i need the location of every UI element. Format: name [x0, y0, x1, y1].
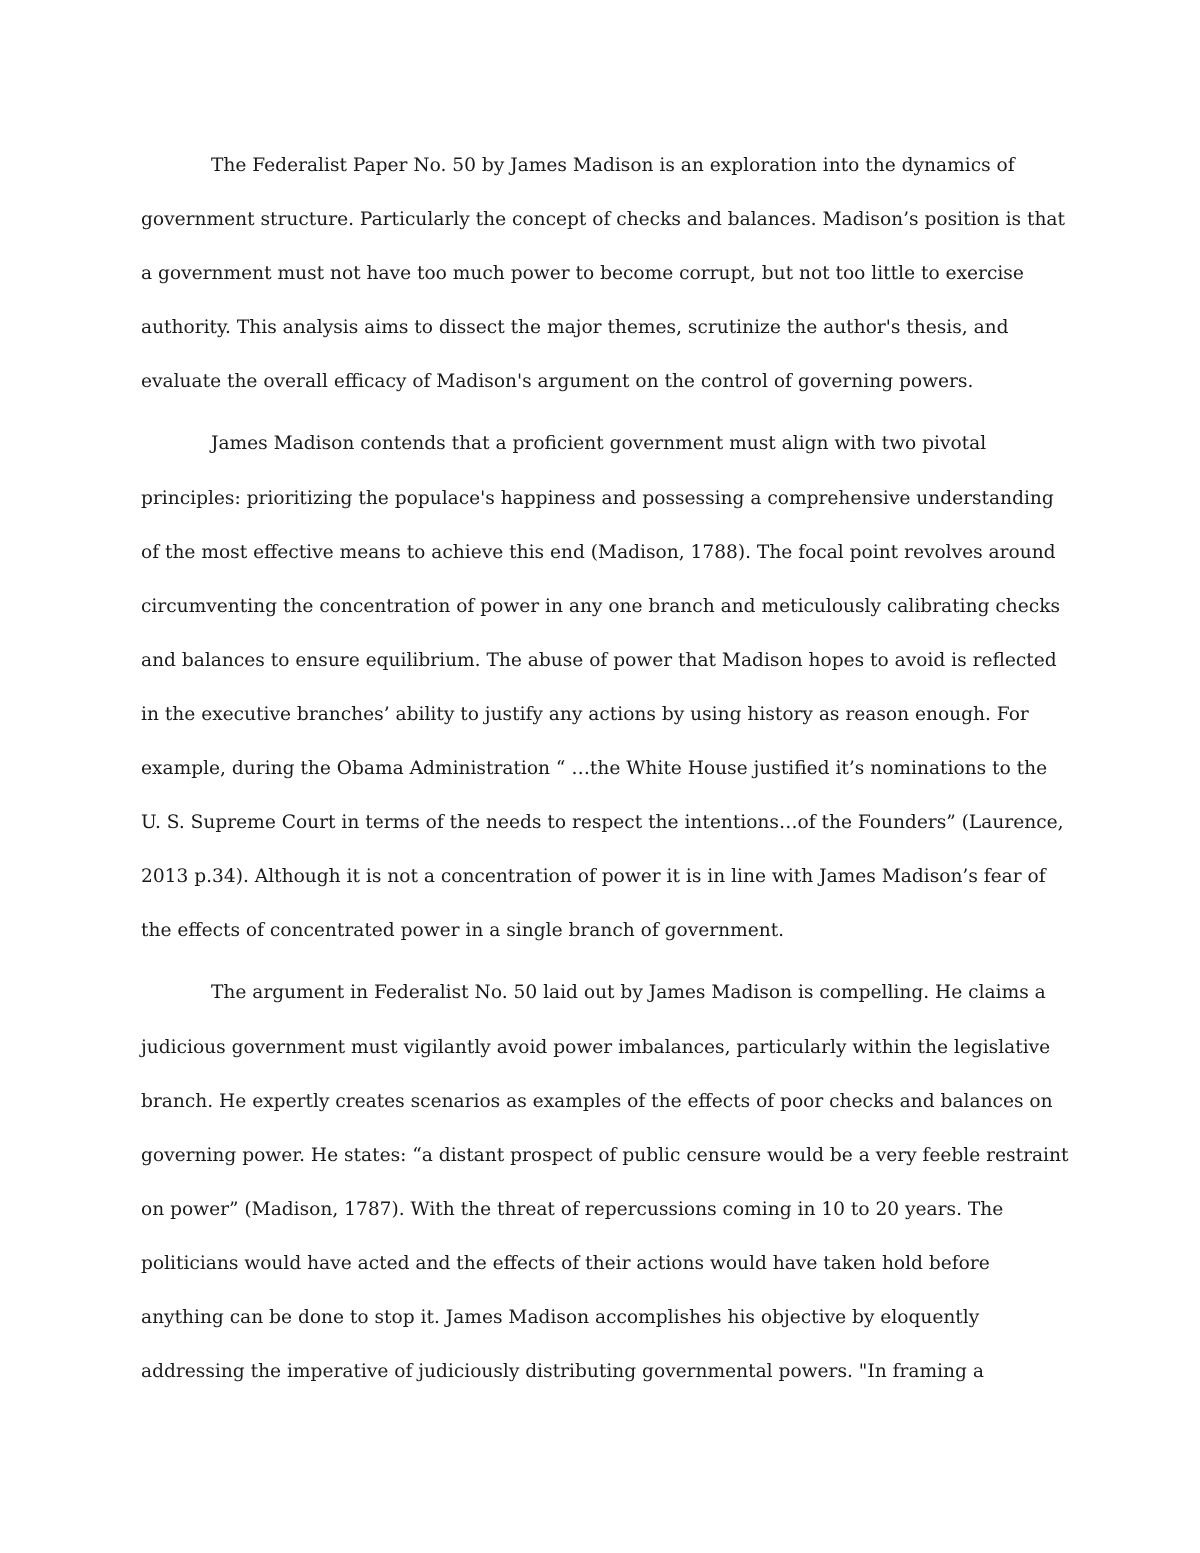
- text-line: U. S. Supreme Court in terms of the needs to respect the intentions…of the Founders” (Laurence,: [141, 812, 1064, 834]
- text-line: in the executive branches’ ability to justify any actions by using history as reason enough. For: [141, 703, 1029, 725]
- text-line: circumventing the concentration of power in any one branch and meticulously calibrating checks: [141, 595, 1061, 617]
- text-line: evaluate the overall efficacy of Madison's argument on the control of governing powers.: [141, 371, 974, 393]
- text-line: government structure. Particularly the concept of checks and balances. Madison’s position is that: [141, 209, 1065, 231]
- text-line: The Federalist Paper No. 50 by James Madison is an exploration into the dynamics of: [211, 155, 1015, 176]
- text-line: authority. This analysis aims to dissect the major themes, scrutinize the author's thesis, and: [141, 317, 1009, 339]
- document-body: [141, 139, 1069, 1407]
- text-line: 2013 p.34). Although it is not a concentration of power it is in line with James Madison’s fear of: [141, 866, 1046, 888]
- text-line: judicious government must vigilantly avoid power imbalances, particularly within the legislative: [141, 1036, 1051, 1058]
- text-line: addressing the imperative of judiciously distributing governmental powers. "In framing a: [141, 1361, 984, 1383]
- paragraph-1: [141, 139, 1065, 409]
- text-line: James Madison contends that a proficient government must align with two pivotal: [211, 433, 987, 455]
- text-line: The argument in Federalist No. 50 laid out by James Madison is compelling. He claims a: [211, 982, 1046, 1004]
- text-line: on power” (Madison, 1787). With the threat of repercussions coming in 10 to 20 years. The: [141, 1198, 1004, 1220]
- paragraph-2: [141, 417, 1064, 958]
- text-line: anything can be done to stop it. James Madison accomplishes his objective by eloquently: [141, 1306, 980, 1328]
- text-line: politicians would have acted and the effects of their actions would have taken hold before: [141, 1252, 990, 1274]
- paragraph-3: [141, 966, 1069, 1399]
- text-line: branch. He expertly creates scenarios as examples of the effects of poor checks and balances on: [141, 1090, 1053, 1112]
- text-line: example, during the Obama Administration “ …the White House justified it’s nominations to the: [141, 758, 1048, 780]
- text-line: a government must not have too much power to become corrupt, but not too little to exercise: [141, 263, 1024, 285]
- text-line: principles: prioritizing the populace's happiness and possessing a comprehensive understanding: [141, 487, 1054, 509]
- text-line: the effects of concentrated power in a single branch of government.: [141, 920, 785, 942]
- text-line: of the most effective means to achieve this end (Madison, 1788). The focal point revolves around: [141, 541, 1056, 563]
- text-line: and balances to ensure equilibrium. The abuse of power that Madison hopes to avoid is reflected: [141, 649, 1057, 671]
- text-line: governing power. He states: “a distant prospect of public censure would be a very feeble restraint: [141, 1144, 1069, 1166]
